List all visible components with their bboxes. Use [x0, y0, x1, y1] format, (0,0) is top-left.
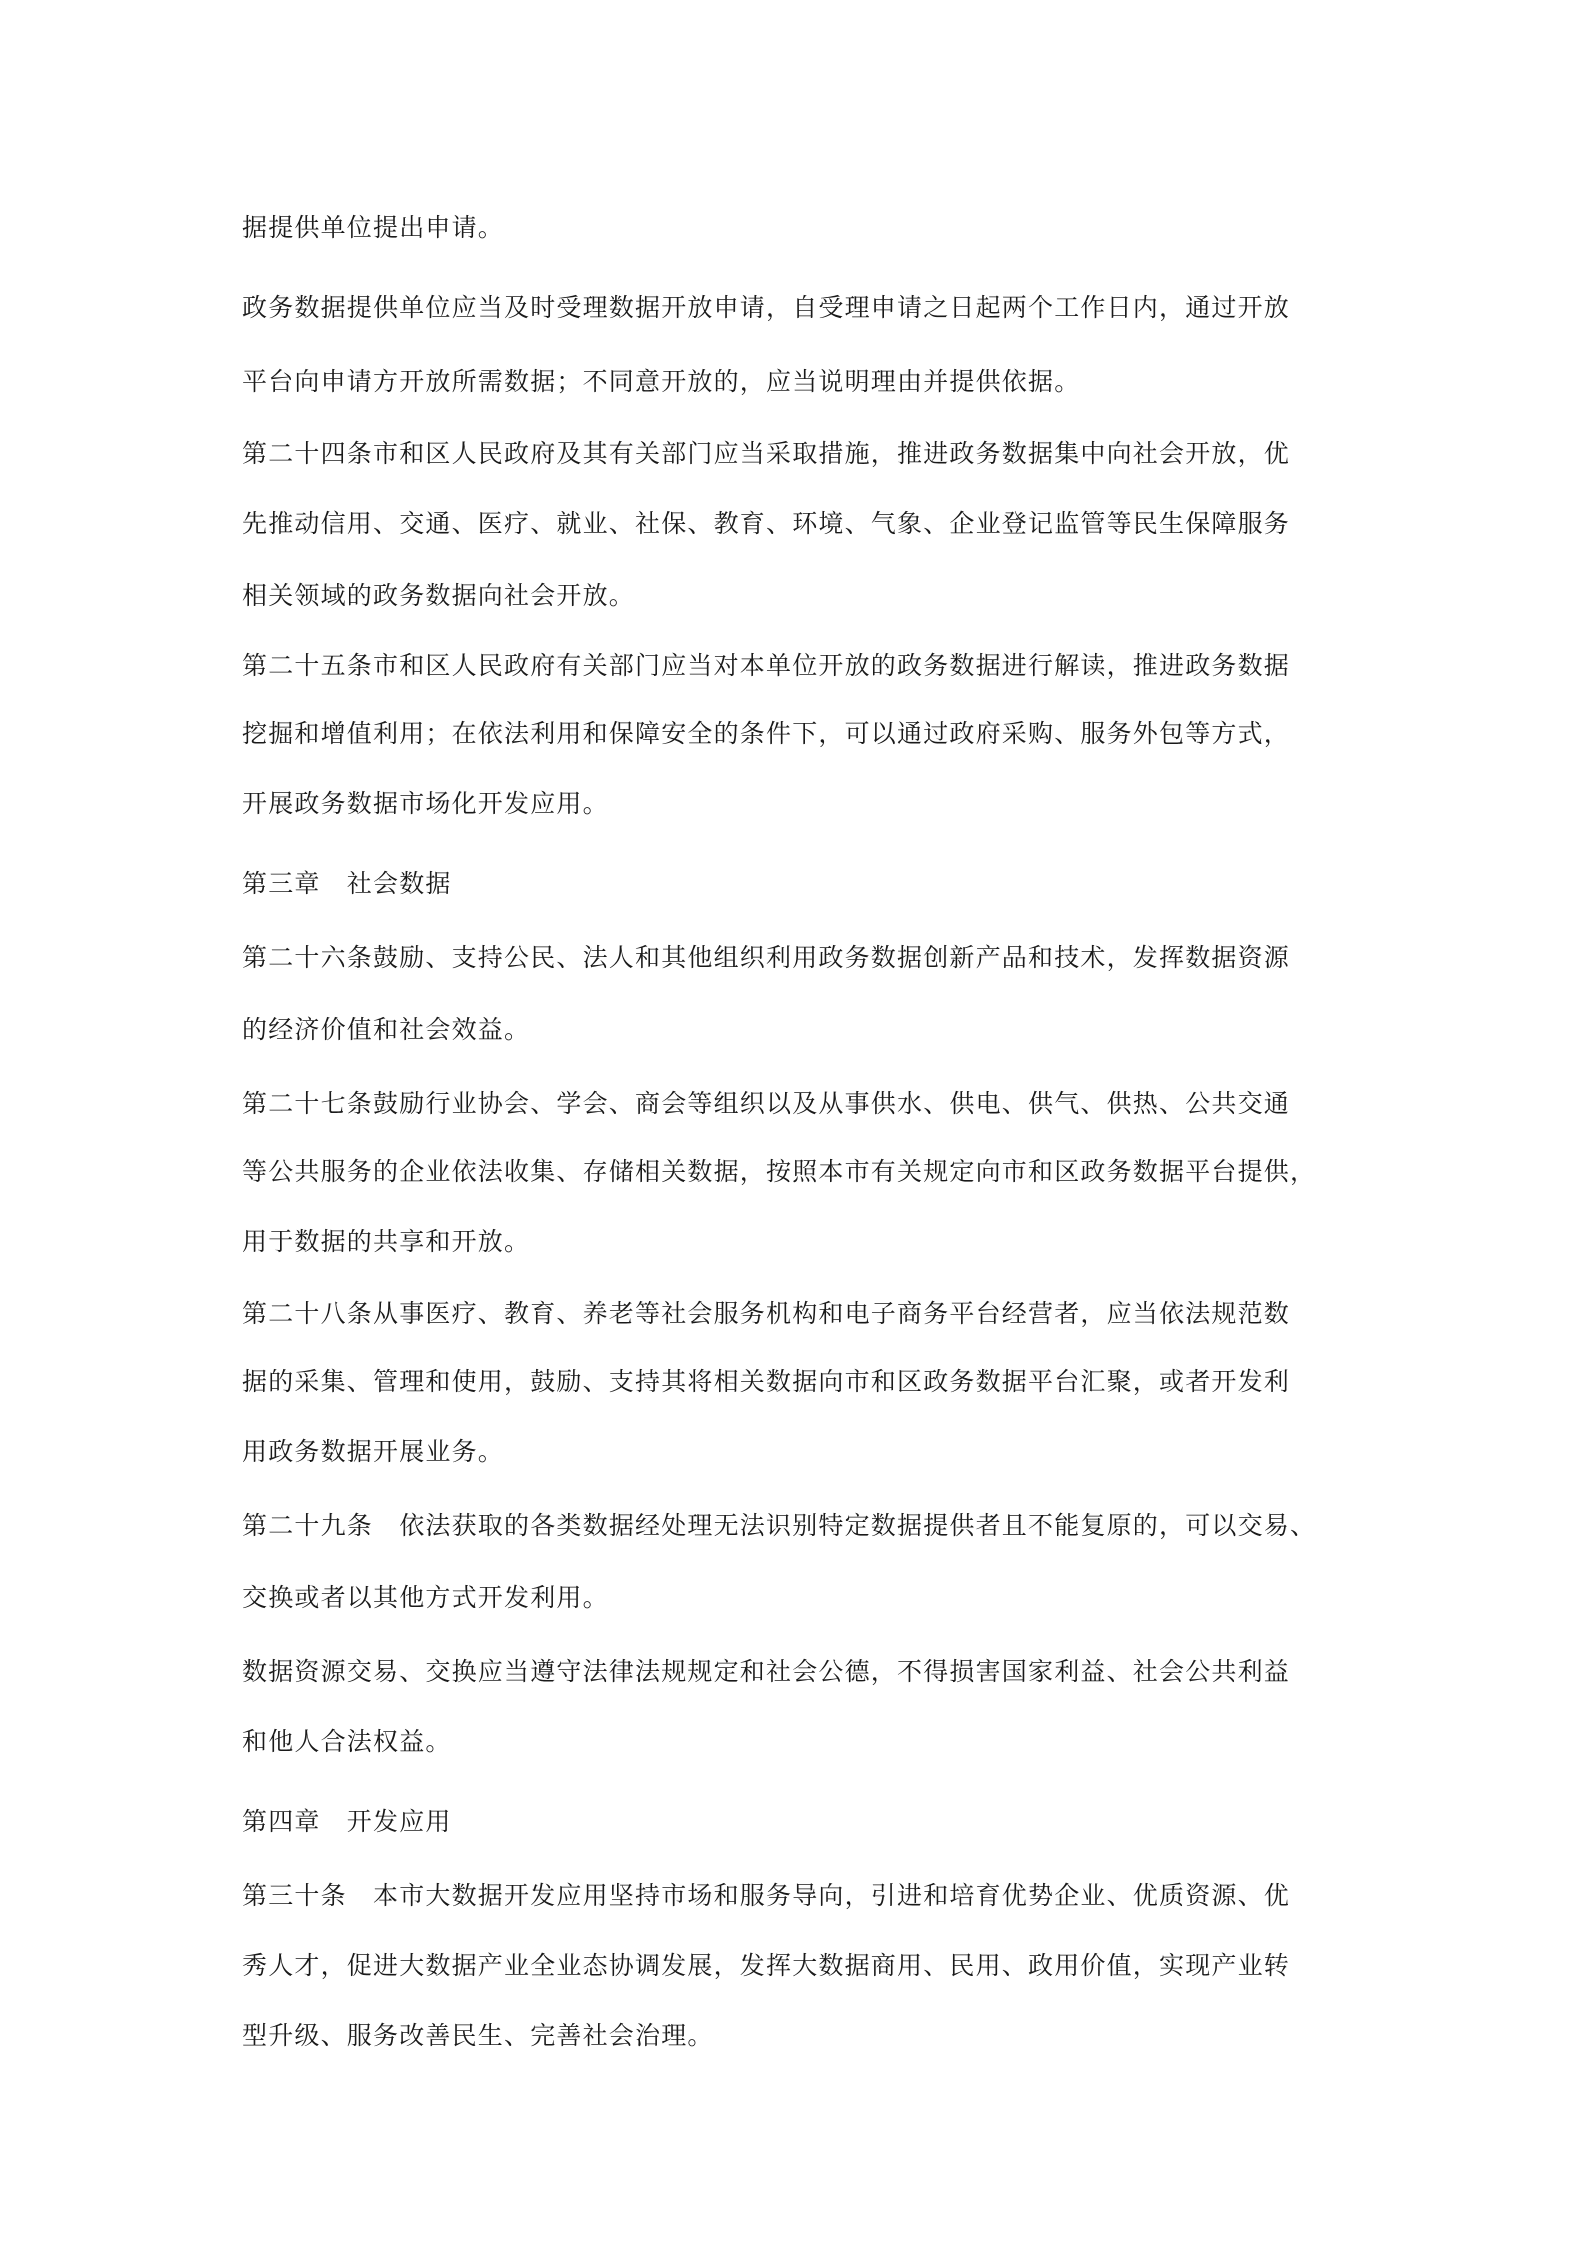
- text-line: 秀人才，促进大数据产业全业态协调发展，发挥大数据商用、民用、政用价值，实现产业转: [242, 1951, 1291, 1980]
- text-line: 和他人合法权益。: [242, 1727, 452, 1756]
- text-line: 相关领域的政务数据向社会开放。: [242, 581, 636, 610]
- text-line: 的经济价值和社会效益。: [242, 1015, 531, 1044]
- text-line: 第二十五条市和区人民政府有关部门应当对本单位开放的政务数据进行解读，推进政务数据: [242, 651, 1291, 680]
- text-line: 用政务数据开展业务。: [242, 1437, 505, 1466]
- text-line: 第二十四条市和区人民政府及其有关部门应当采取措施，推进政务数据集中向社会开放，优: [242, 439, 1291, 468]
- text-line: 第二十七条鼓励行业协会、学会、商会等组织以及从事供水、供电、供气、供热、公共交通: [242, 1089, 1291, 1118]
- text-line: 先推动信用、交通、医疗、就业、社保、教育、环境、气象、企业登记监管等民生保障服务: [242, 509, 1291, 538]
- text-line: 交换或者以其他方式开发利用。: [242, 1583, 609, 1612]
- text-line: 用于数据的共享和开放。: [242, 1227, 531, 1256]
- text-line: 挖掘和增值利用；在依法利用和保障安全的条件下，可以通过政府采购、服务外包等方式，: [242, 719, 1291, 748]
- text-line: 据的采集、管理和使用，鼓励、支持其将相关数据向市和区政务数据平台汇聚，或者开发利: [242, 1367, 1291, 1396]
- text-line: 第三十条 本市大数据开发应用坚持市场和服务导向，引进和培育优势企业、优质资源、优: [242, 1881, 1291, 1910]
- text-line: 型升级、服务改善民生、完善社会治理。: [242, 2021, 714, 2050]
- text-line: 开展政务数据市场化开发应用。: [242, 789, 609, 818]
- text-line: 据提供单位提出申请。: [242, 213, 505, 242]
- text-line: 等公共服务的企业依法收集、存储相关数据，按照本市有关规定向市和区政务数据平台提供，: [242, 1157, 1317, 1186]
- text-line: 第二十六条鼓励、支持公民、法人和其他组织利用政务数据创新产品和技术，发挥数据资源: [242, 943, 1291, 972]
- text-line: 政务数据提供单位应当及时受理数据开放申请，自受理申请之日起两个工作日内，通过开放: [242, 293, 1291, 322]
- section-heading: 第三章 社会数据: [242, 869, 452, 898]
- text-line: 第二十九条 依法获取的各类数据经处理无法识别特定数据提供者且不能复原的，可以交易、: [242, 1511, 1317, 1540]
- section-heading: 第四章 开发应用: [242, 1807, 452, 1836]
- text-line: 平台向申请方开放所需数据；不同意开放的，应当说明理由并提供依据。: [242, 367, 1081, 396]
- text-line: 数据资源交易、交换应当遵守法律法规规定和社会公德，不得损害国家利益、社会公共利益: [242, 1657, 1291, 1686]
- text-line: 第二十八条从事医疗、教育、养老等社会服务机构和电子商务平台经营者，应当依法规范数: [242, 1299, 1291, 1328]
